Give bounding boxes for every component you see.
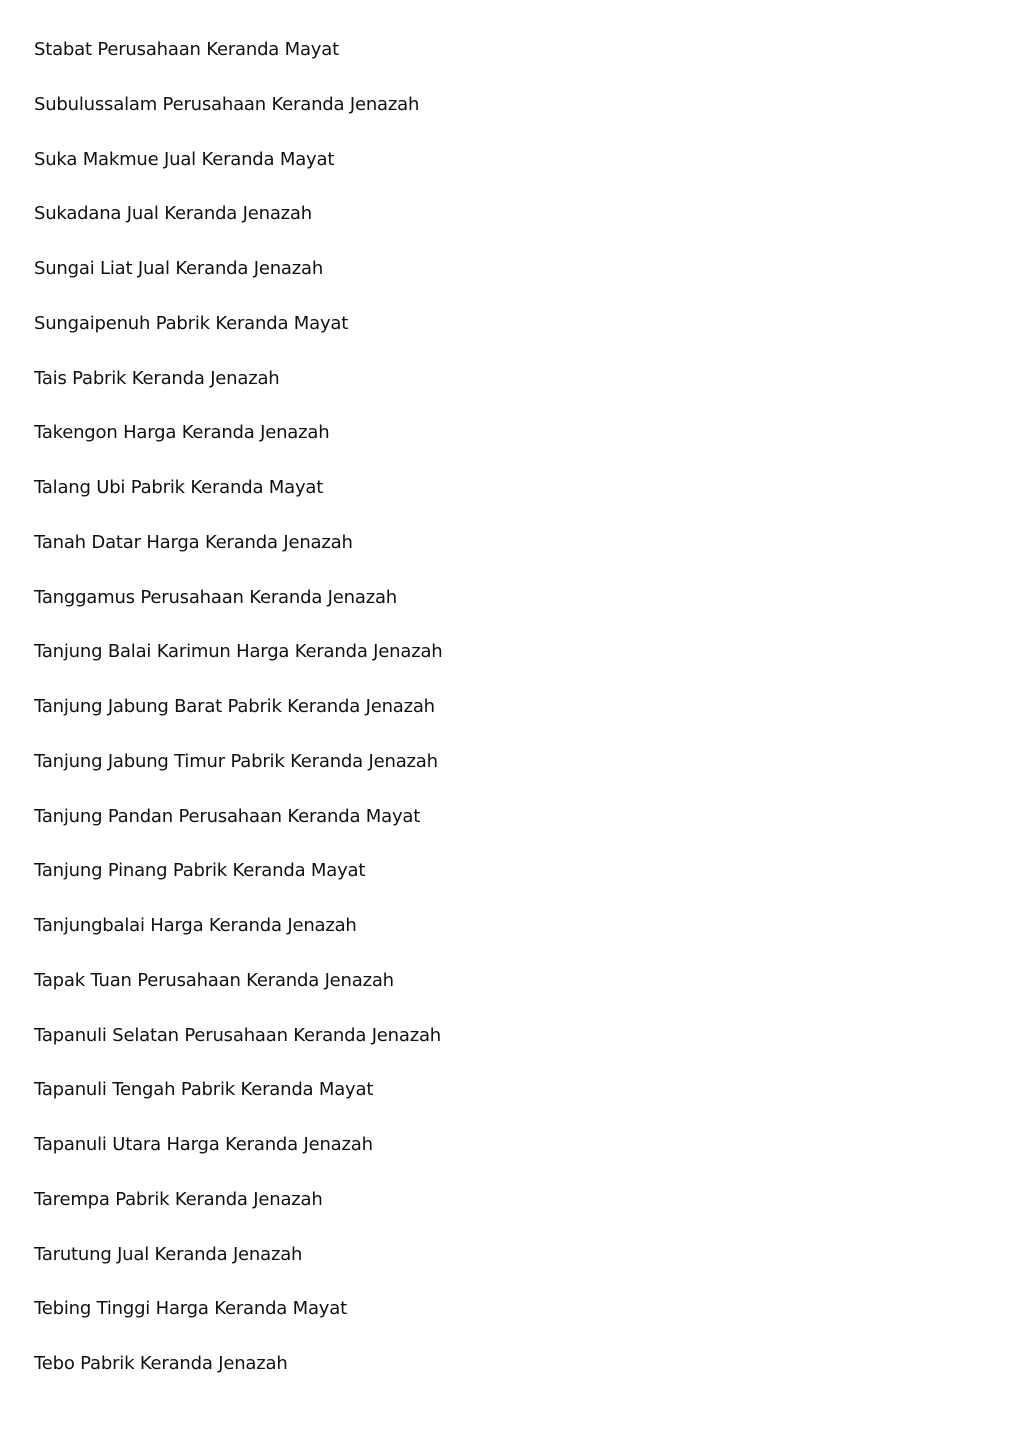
list-item: Stabat Perusahaan Keranda Mayat	[34, 39, 339, 60]
list-item: Tapanuli Utara Harga Keranda Jenazah	[34, 1134, 373, 1155]
list-item: Subulussalam Perusahaan Keranda Jenazah	[34, 93, 420, 115]
list-item: Tanjung Balai Karimun Harga Keranda Jenazah	[34, 641, 443, 663]
list-item: Tanjung Pandan Perusahaan Keranda Mayat	[34, 805, 421, 827]
text-list	[34, 36, 442, 1405]
list-item: Sukadana Jual Keranda Jenazah	[34, 203, 312, 225]
list-item: Tanjung Jabung Timur Pabrik Keranda Jenazah	[34, 750, 438, 772]
list-item: Sungaipenuh Pabrik Keranda Mayat	[34, 312, 349, 334]
list-item: Tebing Tinggi Harga Keranda Mayat	[34, 1298, 347, 1320]
list-item: Tanjung Pinang Pabrik Keranda Mayat	[34, 860, 366, 882]
list-item: Tarutung Jual Keranda Jenazah	[34, 1243, 303, 1265]
list-item: Tais Pabrik Keranda Jenazah	[34, 367, 280, 389]
list-item: Tebo Pabrik Keranda Jenazah	[34, 1353, 288, 1374]
list-item: Tanah Datar Harga Keranda Jenazah	[34, 531, 353, 553]
list-item: Sungai Liat Jual Keranda Jenazah	[34, 258, 324, 279]
list-item: Tapak Tuan Perusahaan Keranda Jenazah	[34, 969, 394, 991]
list-item: Suka Makmue Jual Keranda Mayat	[34, 148, 335, 170]
list-item: Tarempa Pabrik Keranda Jenazah	[34, 1188, 323, 1210]
list-item: Tanjung Jabung Barat Pabrik Keranda Jenazah	[34, 696, 435, 717]
list-item: Tanjungbalai Harga Keranda Jenazah	[34, 915, 357, 936]
list-item: Takengon Harga Keranda Jenazah	[34, 422, 330, 444]
list-item: Talang Ubi Pabrik Keranda Mayat	[34, 477, 324, 498]
list-item: Tapanuli Tengah Pabrik Keranda Mayat	[34, 1079, 374, 1101]
list-item: Tapanuli Selatan Perusahaan Keranda Jenazah	[34, 1024, 441, 1046]
list-item: Tanggamus Perusahaan Keranda Jenazah	[34, 586, 397, 608]
